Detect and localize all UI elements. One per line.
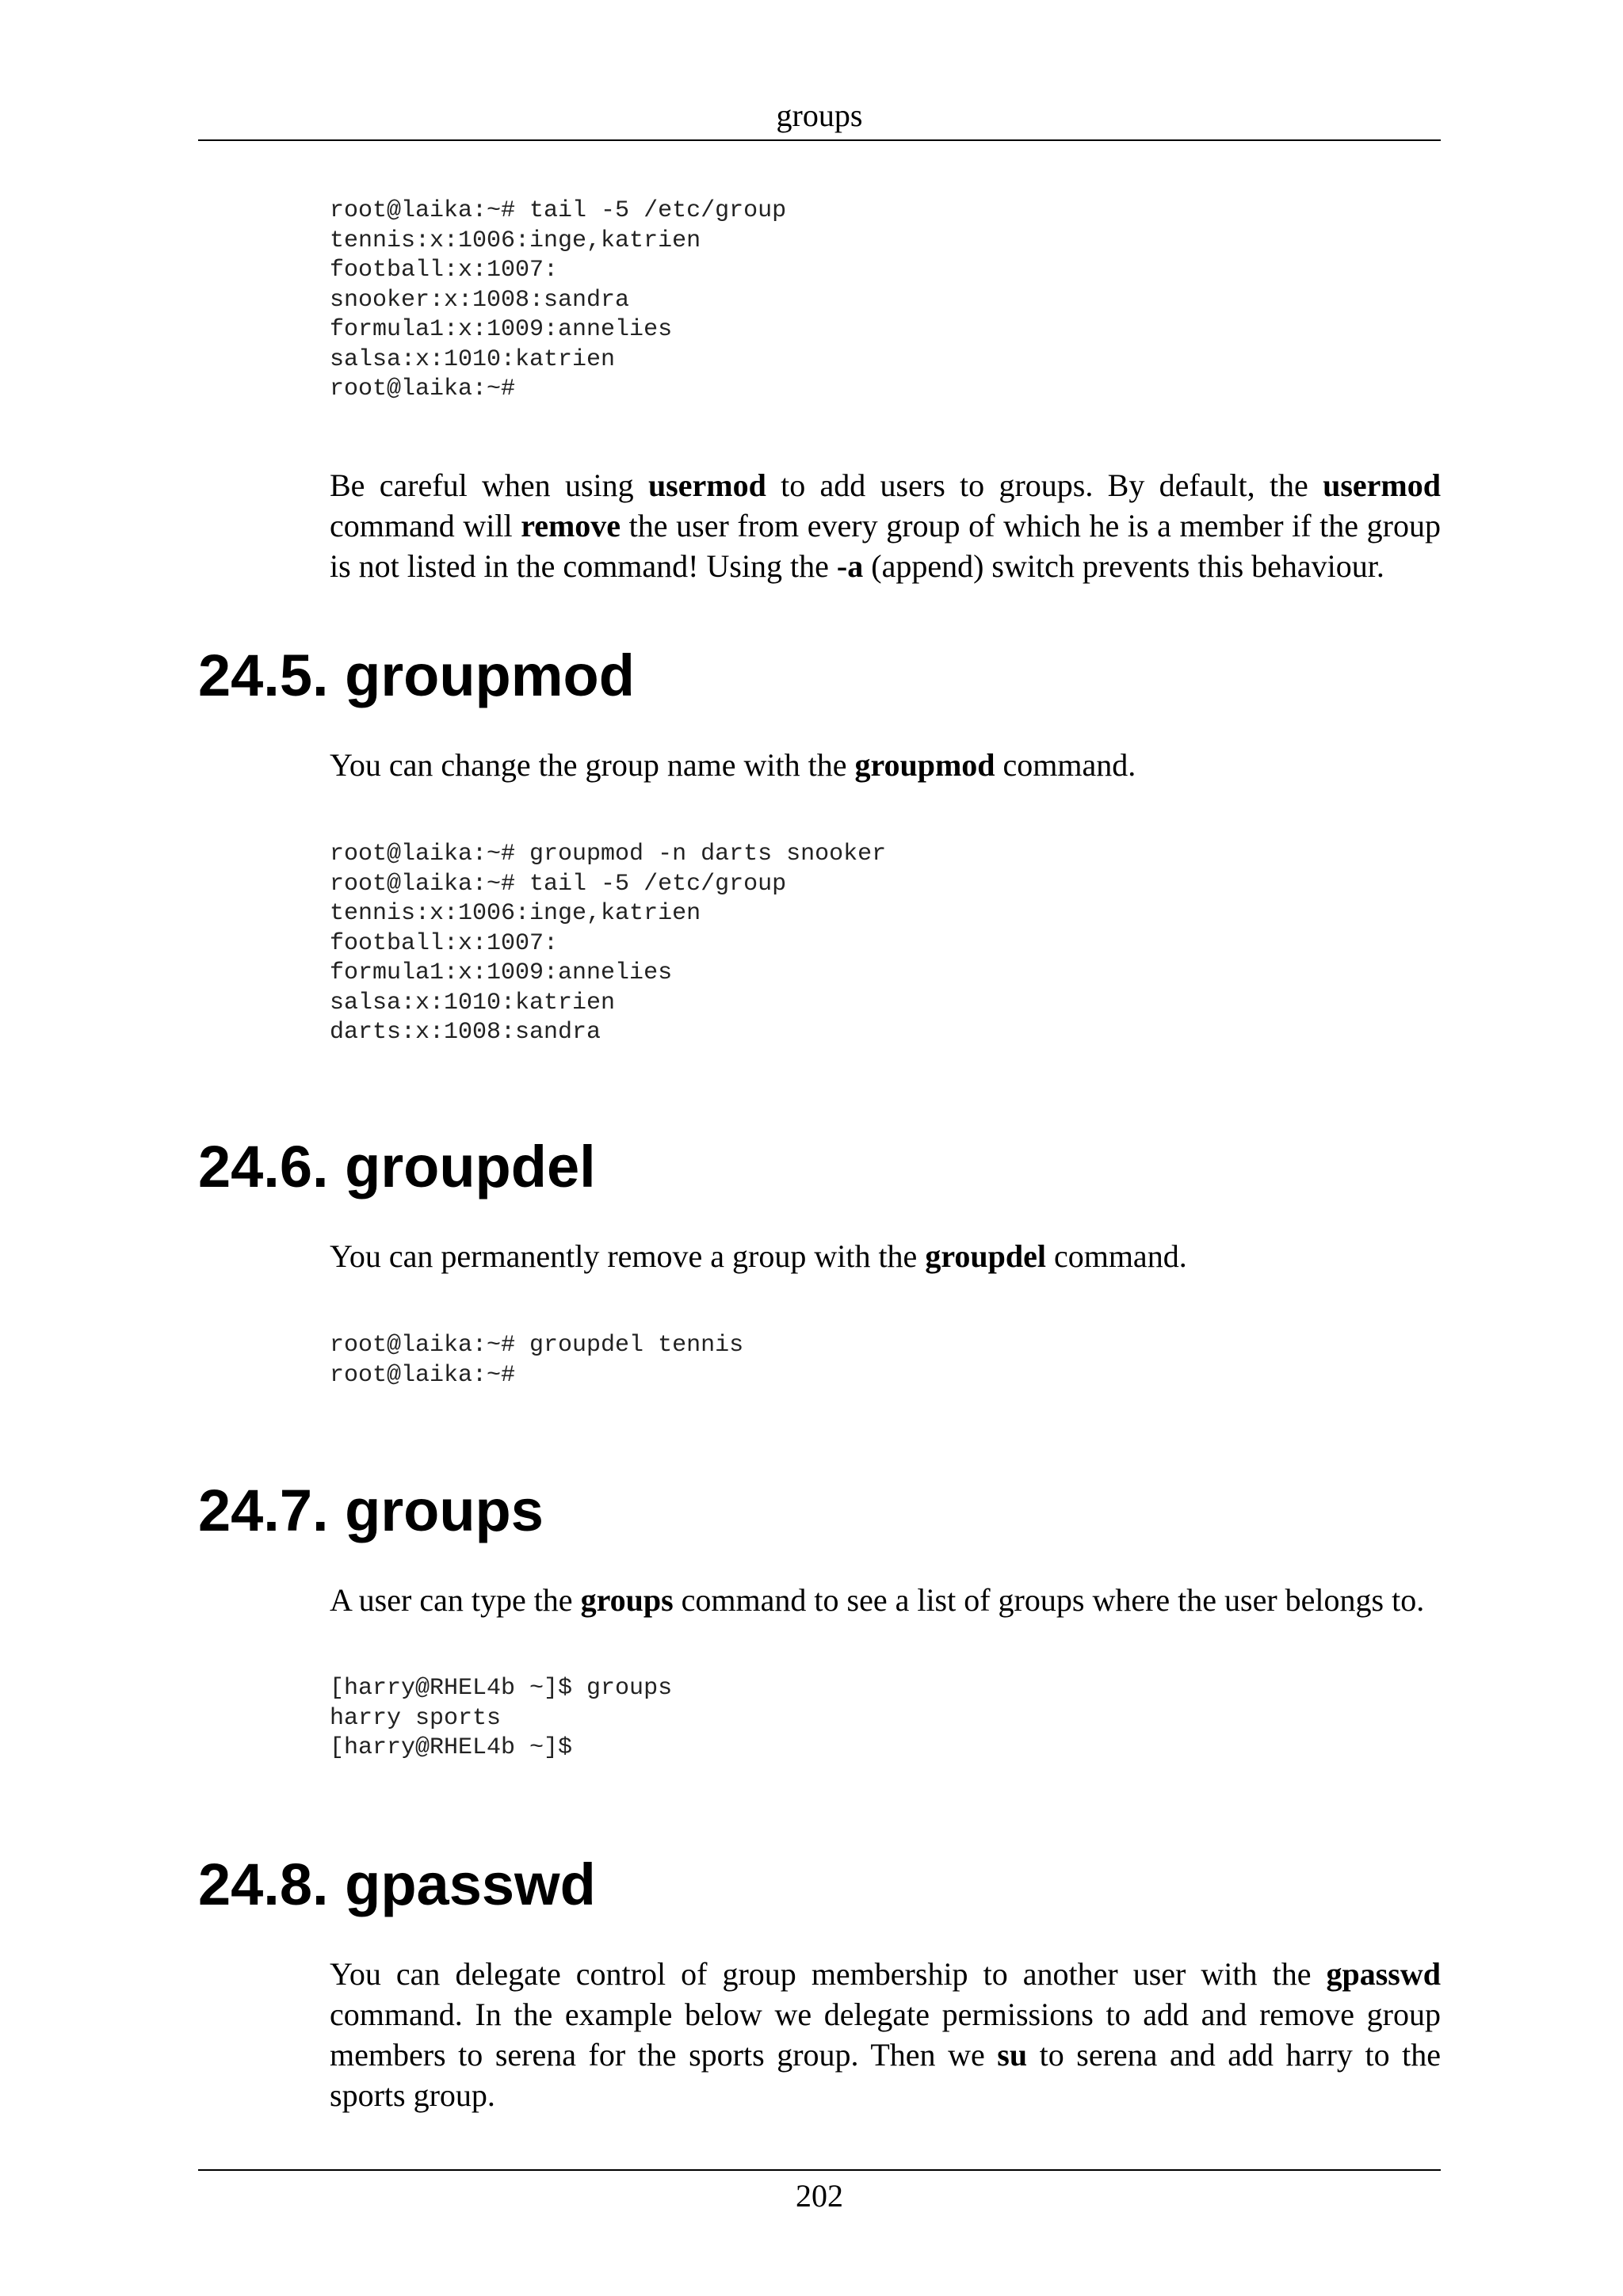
heading-gpasswd: 24.8. gpasswd [198, 1852, 596, 1917]
code-block-groupdel: root@laika:~# groupdel tennis root@laika:~# [330, 1332, 744, 1389]
page-number: 202 [796, 2178, 843, 2214]
heading-groupmod: 24.5. groupmod [198, 643, 635, 708]
code-block-tail-group: root@laika:~# tail -5 /etc/group tennis:x:1006:inge,katrien football:x:1007: snooker:x:1008:sandra formula1:x:1009:annelies salsa:x:1010:katrien root@laika:~# [330, 197, 787, 402]
usermod-warning-paragraph: Be careful when using usermod to add users to groups. By default, the usermod command will remove the user from every group of which he is a member if the group is not listed in the command! Using the -a (append) switch prevents this behaviour. [330, 467, 1441, 584]
groups-paragraph: A user can type the groups command to see a list of groups where the user belongs to. [330, 1582, 1425, 1618]
groupdel-term: groupdel [925, 1238, 1046, 1274]
usermod-term: usermod [1323, 467, 1441, 503]
remove-term: remove [521, 508, 621, 543]
heading-groups: 24.7. groups [198, 1478, 544, 1543]
page-header [198, 92, 1441, 141]
groupmod-paragraph: You can change the group name with the groupmod command. [330, 747, 1136, 783]
su-term: su [997, 2037, 1028, 2073]
groupdel-paragraph: You can permanently remove a group with the groupdel command. [330, 1238, 1187, 1274]
running-title: groups [776, 97, 863, 133]
groupmod-term: groupmod [854, 747, 995, 783]
code-block-groups: [harry@RHEL4b ~]$ groups harry sports [harry@RHEL4b ~]$ [330, 1675, 673, 1761]
page-footer [198, 2169, 1441, 2222]
gpasswd-term: gpasswd [1326, 1956, 1441, 1992]
groups-term: groups [580, 1582, 674, 1618]
code-block-groupmod: root@laika:~# groupmod -n darts snooker root@laika:~# tail -5 /etc/group tennis:x:1006:inge,katrien football:x:1007: formula1:x:1009:annelies salsa:x:1010:katrien darts:x:1008:sandra [330, 841, 887, 1046]
append-switch-term: -a [836, 548, 864, 584]
heading-groupdel: 24.6. groupdel [198, 1134, 596, 1199]
gpasswd-paragraph: You can delegate control of group membership to another user with the gpasswd command. In the example below we delegate permissions to add and remove group members to serena for the sports group. Then we su to serena and add harry to the sports group. [330, 1956, 1441, 2113]
usermod-term: usermod [647, 467, 766, 503]
